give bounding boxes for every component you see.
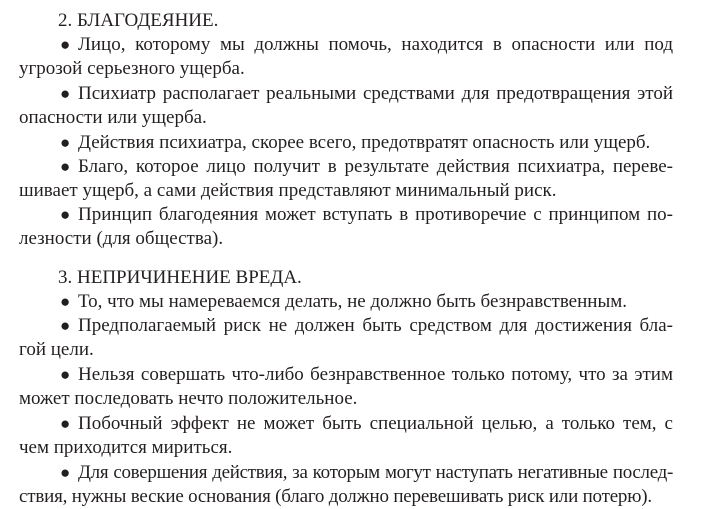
list-item-text: Лицо, которому мы должны помочь, находится в опасности или под [78, 34, 673, 55]
list-item-text: Принцип благодеяния может вступать в противоречие с принципом по- [78, 204, 673, 225]
list-item-continuation: ствия, нужны веские основания (благо должно перевешивать риск или потерю). [19, 486, 652, 507]
list-item-text: То, что мы намереваемся делать, не должно быть безнравственным. [78, 291, 627, 312]
list-item-text: Благо, которое лицо получит в результате действия психиатра, переве- [78, 156, 673, 177]
bullet-icon: ● [60, 157, 71, 176]
list-item-text: Для совершения действия, за которым могут наступать негативные послед- [78, 462, 673, 483]
list-item-continuation: может последовать нечто положительное. [19, 388, 358, 409]
section-heading-beneficence: 2. БЛАГОДЕЯНИЕ. [58, 10, 219, 31]
list-item-line [60, 203, 673, 227]
bullet-icon: ● [60, 414, 71, 433]
bullet-icon: ● [60, 292, 71, 311]
list-item-continuation: опасности или ущерба. [19, 107, 207, 128]
list-item-text: Нельзя совершать что-либо безнравственное только потому, что за этим [78, 364, 673, 385]
list-item-line [60, 290, 627, 314]
bullet-icon: ● [60, 316, 71, 335]
list-item-continuation: шивает ущерб, а сами действия представляют минимальный риск. [19, 180, 557, 201]
bullet-icon: ● [60, 84, 71, 103]
list-item-continuation: лезности (для общества). [19, 228, 224, 249]
list-item-line [60, 33, 673, 57]
list-item-continuation: гой цели. [19, 339, 94, 360]
list-item-line [60, 314, 673, 338]
bullet-icon: ● [60, 365, 71, 384]
list-item-line [60, 412, 673, 436]
list-item-line [60, 363, 673, 387]
bullet-icon: ● [60, 35, 71, 54]
list-item-text: Предполагаемый риск не должен быть средством для достижения бла- [78, 315, 673, 336]
list-item-continuation: угрозой серьезного ущерба. [19, 58, 245, 79]
bullet-icon: ● [60, 133, 71, 152]
list-item-line [60, 131, 650, 155]
list-item-text: Действия психиатра, скорее всего, предотвратят опасность или ущерб. [78, 132, 651, 153]
bullet-icon: ● [60, 205, 71, 224]
list-item-line [60, 82, 673, 106]
list-item-text: Психиатр располагает реальными средствами для предотвращения этой [78, 83, 673, 104]
bullet-icon: ● [60, 463, 71, 482]
list-item-continuation: чем приходится мириться. [19, 437, 233, 458]
list-item-line [60, 155, 673, 179]
list-item-text: Побочный эффект не может быть специальной целью, а только тем, с [78, 413, 673, 434]
section-heading-non-maleficence: 3. НЕПРИЧИНЕНИЕ ВРЕДА. [58, 267, 302, 288]
list-item-line [60, 461, 673, 485]
